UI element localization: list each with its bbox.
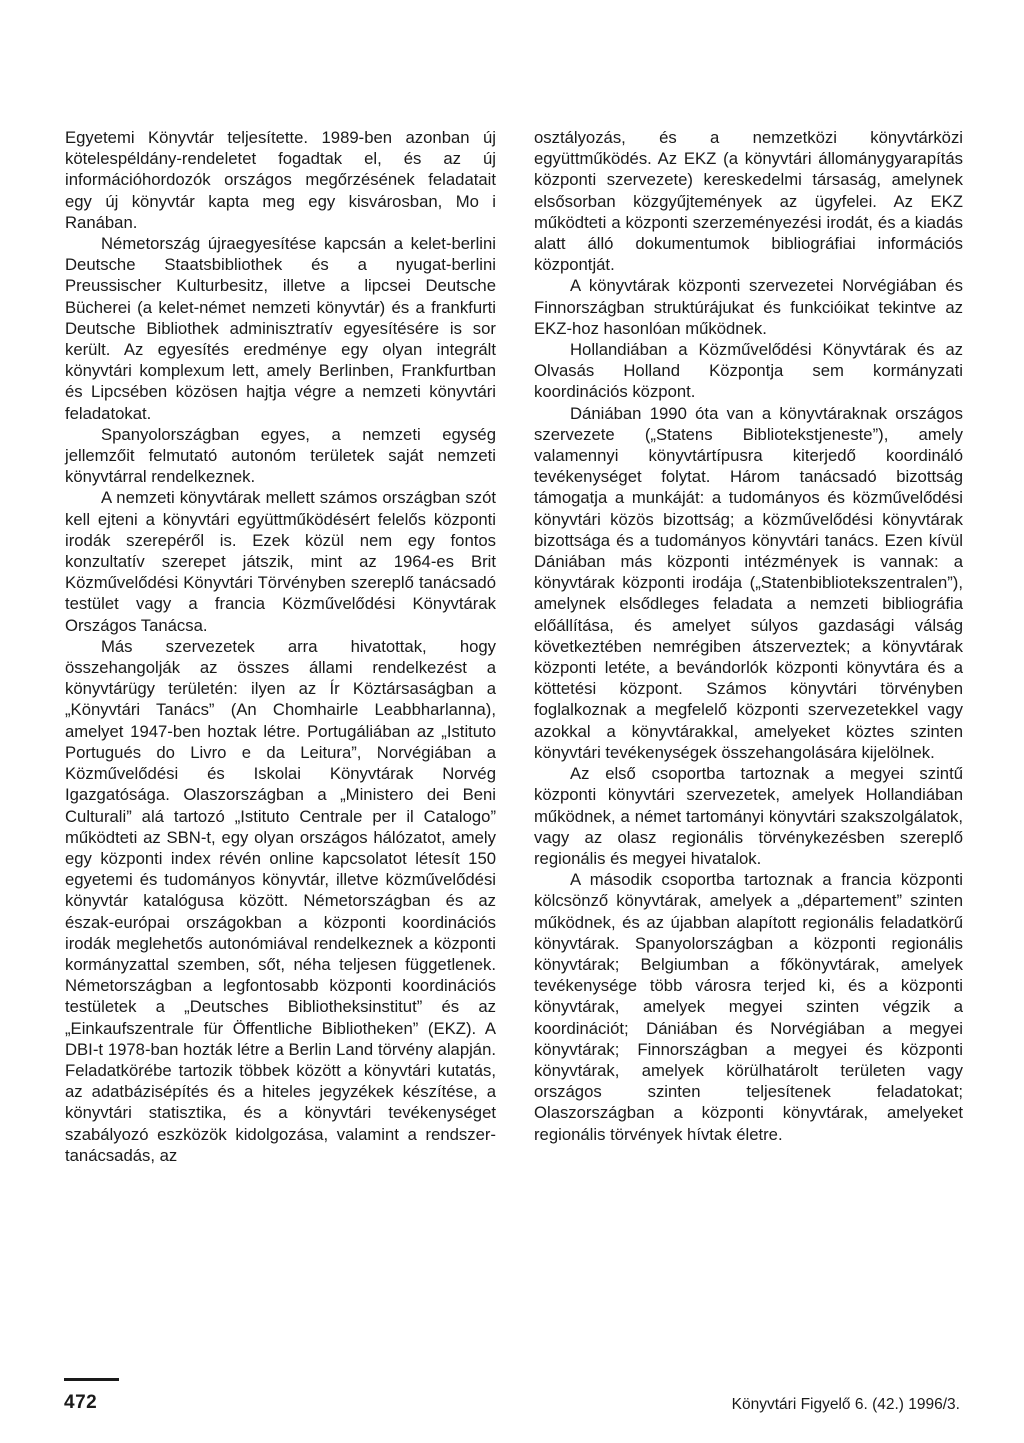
left-column xyxy=(65,127,496,1166)
paragraph: A második csoportba tartoznak a francia központi kölcsönző könyvtárak, amelyek a „département” szinten működnek, és az újabban alapított regionális feladatkörű könyvtárak. Spanyolországban a központi regionális könyvtárak; Belgiumban a főkönyvtárak, amelyek tevékenysége több városra terjed ki, és a központi könyvtárak, amelyek megyei szinten végzik a koordinációt; Dániában és Norvégiában a megyei könyvtárak; Finnországban a megyei és központi könyvtárak, amelyek körülhatárolt területen vagy országos szinten teljesítenek feladatokat; Olaszországban a központi könyvtárak, amelyeket regionális törvények hívtak életre. xyxy=(534,870,963,1144)
paragraph: Az első csoportba tartoznak a megyei szintű központi könyvtári szervezetek, amelyek Hollandiában működnek, a német tartományi könyvtári szakszolgálatok, vagy az olasz regionális törvénykezésben szereplő regionális és megyei hivatalok. xyxy=(534,764,963,868)
paragraph: osztályozás, és a nemzetközi könyvtárközi együttműködés. Az EKZ (a könyvtári állománygyarapítás központi szervezete) kereskedelmi társaság, amelynek elsősorban közgyűjtemények az ügyfelei. Az EKZ működteti a központi szerzeményezési irodát, és a kiadás alatt álló dokumentumok bibliográfiai információs központját. xyxy=(534,128,963,275)
paragraph: A könyvtárak központi szervezetei Norvégiában és Finnországban struktúrájukat és funkcióikat tekintve az EKZ-hoz hasonlóan működnek. xyxy=(534,276,963,338)
footer-rule xyxy=(64,1378,119,1381)
paragraph: Dániában 1990 óta van a könyvtáraknak országos szervezete („Statens Bibliotekstjeneste”), amely valamennyi könyvtártípusra kiterjedő koordináló tevékenységet folytat. Három tanácsadó bizottság támogatja a munkáját: a tudományos és közművelődési könyvtári közös bizottság; a közművelődési könyvtárak bizottsága és a tudományos könyvtári tanács. Ezen kívül Dániában más központi intézmények is vannak: a könyvtárak központi irodája („Statenbibliotekszentralen”), amelynek elsődleges feladata a nemzeti bibliográfia előállítása, és amelyet súlyos gazdasági válság következtében nemrégiben átszerveztek; a könyvtárak központi letéte, a bevándorlók központi könyvtára és a köttetési központ. Számos könyvtári törvényben foglalkoznak a megfelelő központi szervezetekkel vagy azokkal a könyvtárakkal, amelyeket köztes szinten könyvtári tevékenységek összehangolására kijelölnek. xyxy=(534,403,963,762)
paragraph: Hollandiában a Közművelődési Könyvtárak és az Olvasás Holland Központja sem kormányzati koordinációs központ. xyxy=(534,340,963,402)
paragraph: Más szervezetek arra hivatottak, hogy összehangolják az összes állami rendelkezést a könyvtárügy területén: ilyen az Ír Köztársaságban a „Könyvtári Tanács” (An Chomhairle Leabbharlanna), amelyet 1947-ben hoztak létre. Portugáliában az „Istituto Portugués do Livro e da Leitura”, Norvégiában a Közművelődési és Iskolai Könyvtárak Norvég Igazgatósága. Olaszországban a „Ministero dei Beni Culturali” alá tartozó „Istituto Centrale per il Catalogo” működteti az SBN-t, egy olyan országos hálózatot, amely egy központi index révén online kapcsolatot létesít 150 egyetemi és tudományos könyvtár, illetve közművelődési könyvtár katalógusa között. Németországban és az észak-európai országokban a központi koordinációs irodák meglehetős autonómiával rendelkeznek a központi kormányzattal szemben, sőt, néha teljesen függetlenek. Németországban a legfontosabb központi koordinációs testületek a „Deutsches Bibliotheksinstitut” és az „Einkaufszentrale für Öffentliche Bibliotheken” (EKZ). A DBI-t 1978-ban hozták létre a Berlin Land törvény alapján. Feladatkörébe tartozik többek között a könyvtári kutatás, az adatbázisépítés és a hiteles jegyzékek készítése, a könyvtári statisztika, és a könyvtári tevékenységet szabályozó eszközök kidolgozása, valamint a rendszer-tanácsadás, az xyxy=(65,636,496,1165)
paragraph: Egyetemi Könyvtár teljesítette. 1989-ben azonban új kötelespéldány-rendeletet fogadtak el, és az új információhordozók országos megőrzésének feladatait egy új könyvtár kapta meg egy kisvárosban, Mo i Ranában. xyxy=(65,128,496,232)
page-number: 472 xyxy=(64,1392,98,1413)
right-column xyxy=(534,127,963,1145)
paragraph: A nemzeti könyvtárak mellett számos országban szót kell ejteni a könyvtári együttműködésért felelős központi irodák szerepéről is. Ezek közül nem egy fontos konzultatív szerepet játszik, mint az 1964-es Brit Közművelődési Könyvtári Törvényben szereplő tanácsadó testület vagy a francia Közművelődési Könyvtárak Országos Tanácsa. xyxy=(65,488,496,635)
paragraph: Németország újraegyesítése kapcsán a kelet-berlini Deutsche Staatsbibliothek és a nyugat-berlini Preussischer Kulturbesitz, illetve a lipcsei Deutsche Bücherei (a kelet-német nemzeti könyvtár) és a frankfurti Deutsche Bibliothek adminisztratív egyesítésére is sor került. Az egyesítés eredménye egy olyan integrált könyvtári komplexum lett, amely Berlinben, Frankfurtban és Lipcsében közösen hajtja végre a nemzeti könyvtári feladatokat. xyxy=(65,234,496,423)
paragraph: Spanyolországban egyes, a nemzeti egység jellemzőit felmutató autonóm területek saját nemzeti könyvtárral rendelkeznek. xyxy=(65,424,496,487)
journal-citation: Könyvtári Figyelő 6. (42.) 1996/3. xyxy=(731,1396,960,1413)
